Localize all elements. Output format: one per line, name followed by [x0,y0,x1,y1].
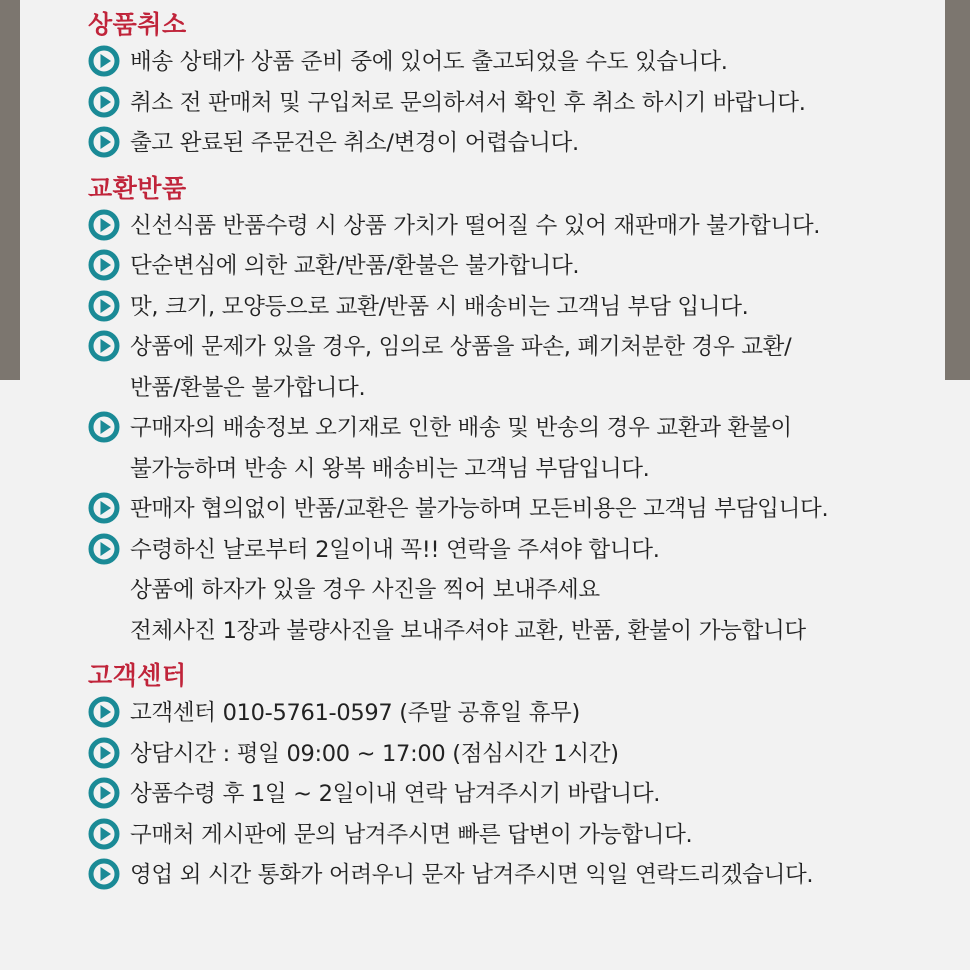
item-text: 불가능하며 반송 시 왕복 배송비는 고객님 부담입니다. [130,455,650,482]
play-circle-icon [88,492,120,524]
list-item [88,815,945,856]
item-text: 영업 외 시간 통화가 어려우니 문자 남겨주시면 익일 연락드리겠습니다. [130,862,814,888]
list-item [88,489,945,530]
item-text: 상품수령 후 1일 ~ 2일이내 연락 남겨주시기 바랍니다. [130,781,661,807]
play-circle-icon [88,126,120,158]
play-circle-icon [88,209,120,241]
play-circle-icon [88,858,120,890]
item-text: 출고 완료된 주문건은 취소/변경이 어렵습니다. [130,130,579,156]
item-text: 구매자의 배송정보 오기재로 인한 배송 및 반송의 경우 교환과 환불이 [130,415,792,441]
play-circle-icon [88,696,120,728]
item-text: 수령하신 날로부터 2일이내 꼭!! 연락을 주셔야 합니다. [130,536,660,563]
play-circle-icon [88,777,120,809]
play-circle-icon [88,45,120,77]
list-item [88,287,945,328]
play-circle-icon [88,737,120,769]
item-text: 고객센터 010-5761-0597 (주말 공휴일 휴무) [130,700,580,726]
play-circle-icon [88,330,120,362]
item-text: 단순변심에 의한 교환/반품/환불은 불가합니다. [130,253,580,279]
section-1 [88,8,945,164]
item-text: 상품에 문제가 있을 경우, 임의로 상품을 파손, 폐기처분한 경우 교환/ [130,334,792,360]
item-text: 전체사진 1장과 불량사진을 보내주셔야 교환, 반품, 환불이 가능합니다 [130,617,806,644]
item-text: 판매자 협의없이 반품/교환은 불가능하며 모든비용은 고객님 부담입니다. [130,496,829,522]
play-circle-icon [88,249,120,281]
item-text: 배송 상태가 상품 준비 중에 있어도 출고되었을 수도 있습니다. [130,49,728,75]
play-circle-icon [88,818,120,850]
list-item [88,530,945,652]
list-item [88,408,945,489]
item-text: 취소 전 판매처 및 구입처로 문의하셔서 확인 후 취소 하시기 바랍니다. [130,89,806,116]
play-circle-icon [88,290,120,322]
list-item [88,123,945,164]
list-item [88,774,945,815]
item-text: 구매처 게시판에 문의 남겨주시면 빠른 답변이 가능합니다. [130,821,693,848]
list-item [88,693,945,734]
section-2 [88,172,945,652]
play-circle-icon [88,533,120,565]
section-title: 교환반품 [88,173,187,203]
list-item [88,83,945,124]
list-item [88,734,945,775]
list-item [88,855,945,896]
list-item [88,206,945,247]
notice-panel [20,0,945,970]
section-title: 상품취소 [88,10,187,39]
section-3 [88,659,945,896]
list-item [88,327,945,408]
play-circle-icon [88,411,120,443]
item-text: 상품에 하자가 있을 경우 사진을 찍어 보내주세요 [130,577,600,603]
list-item [88,246,945,287]
item-text: 신선식품 반품수령 시 상품 가치가 떨어질 수 있어 재판매가 불가합니다. [130,212,821,239]
item-text: 반품/환불은 불가합니다. [130,374,366,401]
section-title: 고객센터 [88,661,187,690]
list-item [88,42,945,83]
item-text: 맛, 크기, 모양등으로 교환/반품 시 배송비는 고객님 부담 입니다. [130,293,749,320]
item-text: 상담시간 : 평일 09:00 ~ 17:00 (점심시간 1시간) [130,740,619,767]
play-circle-icon [88,86,120,118]
